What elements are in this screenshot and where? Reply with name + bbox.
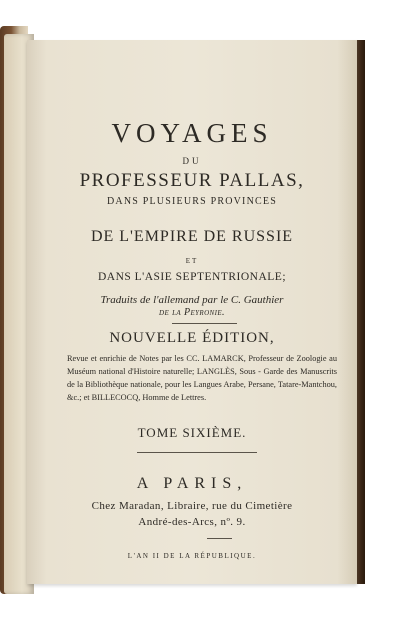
title-du: DU bbox=[182, 156, 202, 166]
book-title: VOYAGES bbox=[111, 118, 273, 148]
imprint-date: L'AN II DE LA RÉPUBLIQUE. bbox=[127, 552, 257, 560]
volume-label: TOME SIXIÈME. bbox=[137, 425, 247, 440]
translation-note: Traduits de l'allemand par le C. Gauthier bbox=[100, 294, 284, 306]
divider-rule bbox=[137, 452, 257, 453]
imprint-publisher: Chez Maradan, Libraire, rue du Cimetière bbox=[91, 500, 293, 512]
divider-rule bbox=[172, 323, 237, 324]
title-provinces: DANS PLUSIEURS PROVINCES bbox=[107, 196, 277, 207]
title-page bbox=[27, 40, 357, 584]
imprint-address: André-des-Arcs, nº. 9. bbox=[138, 516, 246, 528]
title-et: ET bbox=[185, 257, 199, 265]
title-empire: DE L'EMPIRE DE RUSSIE bbox=[90, 228, 294, 245]
revision-paragraph: Revue et enrichie de Notes par les CC. LAMARCK, Professeur de Zoologie au Muséum national d'Histoire naturelle; LANGLÈS, Sous - Garde des Manuscrits de la Bibliothèque nationale, pour les Langues Arabe, Persane, Tatare-Mantchou, &c.; et BILLECOCQ, Homme de Lettres. bbox=[67, 354, 337, 402]
edition-heading: NOUVELLE ÉDITION, bbox=[109, 330, 275, 346]
divider-rule bbox=[207, 538, 232, 539]
translator-name: de la Peyronie. bbox=[159, 307, 225, 318]
title-asie: DANS L'ASIE SEPTENTRIONALE; bbox=[97, 271, 287, 283]
book-author: PROFESSEUR PALLAS, bbox=[79, 170, 305, 191]
imprint-city: A PARIS, bbox=[136, 475, 248, 492]
